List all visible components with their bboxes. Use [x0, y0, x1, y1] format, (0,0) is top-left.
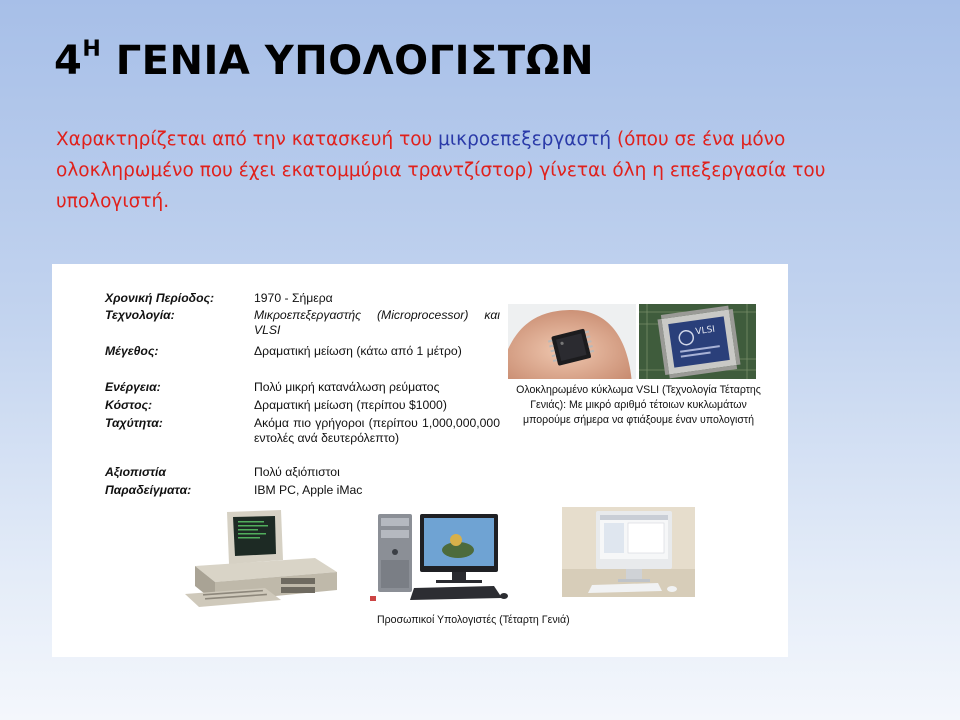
spec-row-period: [105, 291, 500, 308]
pc-caption: Προσωπικοί Υπολογιστές (Τέταρτη Γενιά): [377, 614, 570, 626]
body-text-highlight: μικροεπεξεργαστή: [438, 129, 612, 150]
spec-value: Δραματική μείωση (κάτω από 1 μέτρο): [254, 344, 462, 358]
spec-row-size: [105, 344, 500, 380]
chip-on-finger-image: [508, 304, 636, 379]
vlsi-chip-label: VLSI: [694, 324, 716, 338]
spec-row-reliability: [105, 465, 500, 483]
spec-value: Ακόμα πιο γρήγοροι (περίπου 1,000,000,000 εντολές ανά δευτερόλεπτο): [254, 416, 500, 445]
body-text-part1: Χαρακτηρίζεται από την κατασκευή του: [56, 129, 439, 150]
spec-row-cost: [105, 398, 500, 416]
slide-body-text: [56, 124, 856, 217]
spec-value: Πολύ μικρή κατανάλωση ρεύματος: [254, 380, 440, 394]
spec-label: Αξιοπιστία: [105, 465, 166, 479]
spec-label: Κόστος:: [105, 398, 153, 412]
spec-label: Χρονική Περίοδος:: [105, 291, 215, 305]
spec-value: Δραματική μείωση (περίπου $1000): [254, 398, 447, 412]
generation-figure: [52, 264, 788, 657]
spec-value: Πολύ αξιόπιστοι: [254, 465, 340, 479]
ibm-pc-image: [185, 508, 345, 608]
spec-label: Μέγεθος:: [105, 344, 159, 358]
spec-value: 1970 - Σήμερα: [254, 291, 333, 305]
spec-value: Μικροεπεξεργαστής (Microprocessor) και VLSI: [254, 308, 500, 337]
spec-row-technology: [105, 308, 500, 344]
spec-row-energy: [105, 380, 500, 398]
spec-row-examples: [105, 483, 500, 501]
body-text-part2: (όπου σε ένα μόνο ολοκληρωμένο που έχει εκατομμύρια τραντζίστορ) γίνεται όλη η επεξεργασία του υπολογιστή.: [56, 129, 826, 212]
title-text: ΓΕΝΙΑ ΥΠΟΛΟΓΙΣΤΩΝ: [101, 38, 595, 84]
spec-label: Ενέργεια:: [105, 380, 161, 394]
spec-table: [105, 291, 500, 501]
chip-caption: Ολοκληρωμένο κύκλωμα VSLI (Τεχνολογία Τέταρτης Γενιάς): Με μικρό αριθμό τέτοιων κυκλωμάτων μπορούμε σήμερα να φτιάξουμε έναν υπολογιστή: [516, 384, 761, 426]
spec-label: Παραδείγματα:: [105, 483, 192, 497]
vlsi-chip-image: [639, 304, 756, 379]
tower-pc-image: [370, 508, 510, 603]
slide-title: [54, 38, 594, 84]
title-number: 4: [54, 38, 83, 84]
spec-label: Τεχνολογία:: [105, 308, 175, 322]
spec-row-speed: [105, 416, 500, 465]
spec-label: Ταχύτητα:: [105, 416, 163, 430]
title-superscript: Η: [82, 36, 102, 62]
spec-value: IBM PC, Apple iMac: [254, 483, 363, 497]
imac-image: [562, 507, 695, 597]
